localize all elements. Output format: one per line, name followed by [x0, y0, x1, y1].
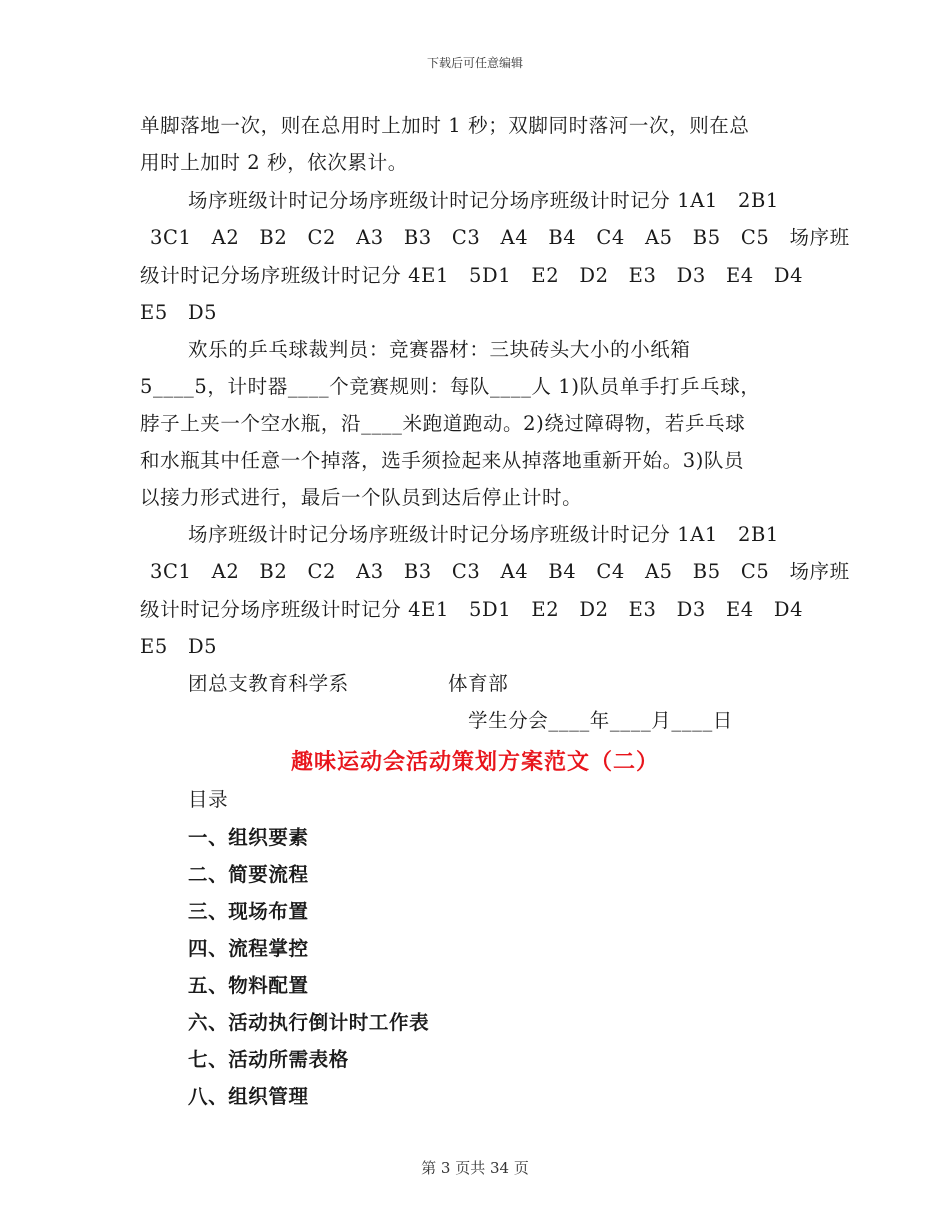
body-line: 欢乐的乒乓球裁判员：竞赛器材：三块砖头大小的小纸箱 [188, 338, 691, 361]
section-title: 趣味运动会活动策划方案范文（二） [290, 749, 659, 775]
signature-org-2: 体育部 [448, 672, 509, 695]
body-line: E5 D5 [140, 301, 218, 324]
toc-item: 一、组织要素 [188, 826, 309, 849]
body-line: 3C1 A2 B2 C2 A3 B3 C3 A4 B4 C4 A5 B5 C5 场序班 [150, 226, 850, 249]
body-line: 级计时记分场序班级计时记分 4E1 5D1 E2 D2 E3 D3 E4 D4 [140, 598, 804, 621]
body-line: 5____5，计时器____个竞赛规则：每队____人 1)队员单手打乒乓球， [140, 375, 761, 398]
body-line: 用时上加时 2 秒，依次累计。 [140, 151, 408, 174]
signature-org-1: 团总支教育科学系 [188, 672, 349, 695]
toc-item: 七、活动所需表格 [188, 1048, 349, 1071]
toc-item: 六、活动执行倒计时工作表 [188, 1011, 430, 1034]
body-line: 场序班级计时记分场序班级计时记分场序班级计时记分 1A1 2B1 [188, 189, 779, 212]
body-line: 单脚落地一次，则在总用时上加时 1 秒；双脚同时落河一次，则在总 [140, 114, 750, 137]
body-line: 和水瓶其中任意一个掉落，选手须捡起来从掉落地重新开始。3)队员 [140, 449, 745, 472]
body-line: 3C1 A2 B2 C2 A3 B3 C3 A4 B4 C4 A5 B5 C5 场序班 [150, 560, 850, 583]
signature-date-line: 学生分会____年____月____日 [468, 709, 733, 732]
page-header: 下载后可任意编辑 [426, 56, 523, 70]
toc-item: 五、物料配置 [188, 974, 309, 997]
body-line: 脖子上夹一个空水瓶，沿____米跑道跑动。2)绕过障碍物，若乒乓球 [140, 412, 746, 435]
page-footer: 第 3 页共 34 页 [421, 1159, 529, 1177]
toc-item: 二、简要流程 [188, 863, 309, 886]
body-line: 以接力形式进行，最后一个队员到达后停止计时。 [140, 486, 583, 509]
body-line: E5 D5 [140, 635, 218, 658]
body-line: 场序班级计时记分场序班级计时记分场序班级计时记分 1A1 2B1 [188, 523, 779, 546]
body-line: 级计时记分场序班级计时记分 4E1 5D1 E2 D2 E3 D3 E4 D4 [140, 264, 804, 287]
toc-item: 三、现场布置 [188, 900, 309, 923]
toc-item: 四、流程掌控 [188, 937, 309, 960]
toc-heading: 目录 [188, 788, 229, 811]
toc-item: 八、组织管理 [188, 1085, 309, 1108]
